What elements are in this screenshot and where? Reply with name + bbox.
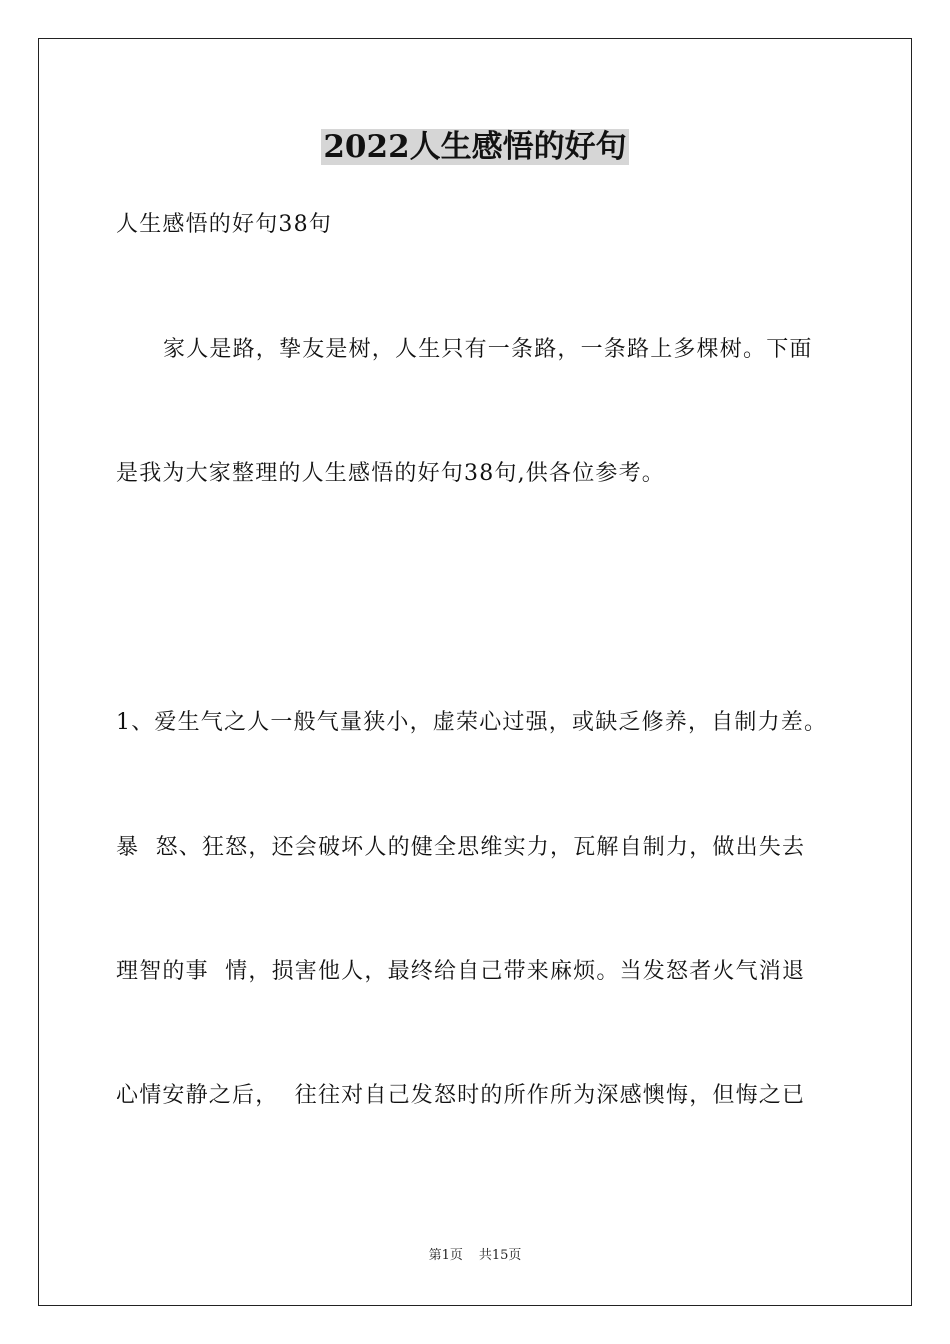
document-title xyxy=(0,124,950,170)
paragraph-1-line-3: 理智的事 情，损害他人，最终给自己带来麻烦。当发怒者火气消退 xyxy=(116,959,806,984)
footer-total-pages: 共15页 xyxy=(478,1248,522,1263)
paragraph-1-line-2: 暴 怒、狂怒，还会破坏人的健全思维实力，瓦解自制力，做出失去 xyxy=(116,835,806,860)
document-subtitle: 人生感悟的好句38句 xyxy=(116,212,332,237)
footer-page-number: 第1页 xyxy=(428,1248,463,1263)
paragraph-1-line-4: 心情安静之后， 往往对自己发怒时的所作所为深感懊悔，但悔之已 xyxy=(116,1083,806,1108)
document-title-text: 2022人生感悟的好句 xyxy=(323,129,627,165)
intro-line-1: 家人是路，挚友是树，人生只有一条路，一条路上多棵树。下面 xyxy=(163,337,813,362)
page-footer xyxy=(0,1246,950,1266)
paragraph-1-line-1: 1、爱生气之人一般气量狭小，虚荣心过强，或缺乏修养，自制力差。 xyxy=(116,710,828,735)
intro-line-2: 是我为大家整理的人生感悟的好句38句,供各位参考。 xyxy=(116,461,665,486)
